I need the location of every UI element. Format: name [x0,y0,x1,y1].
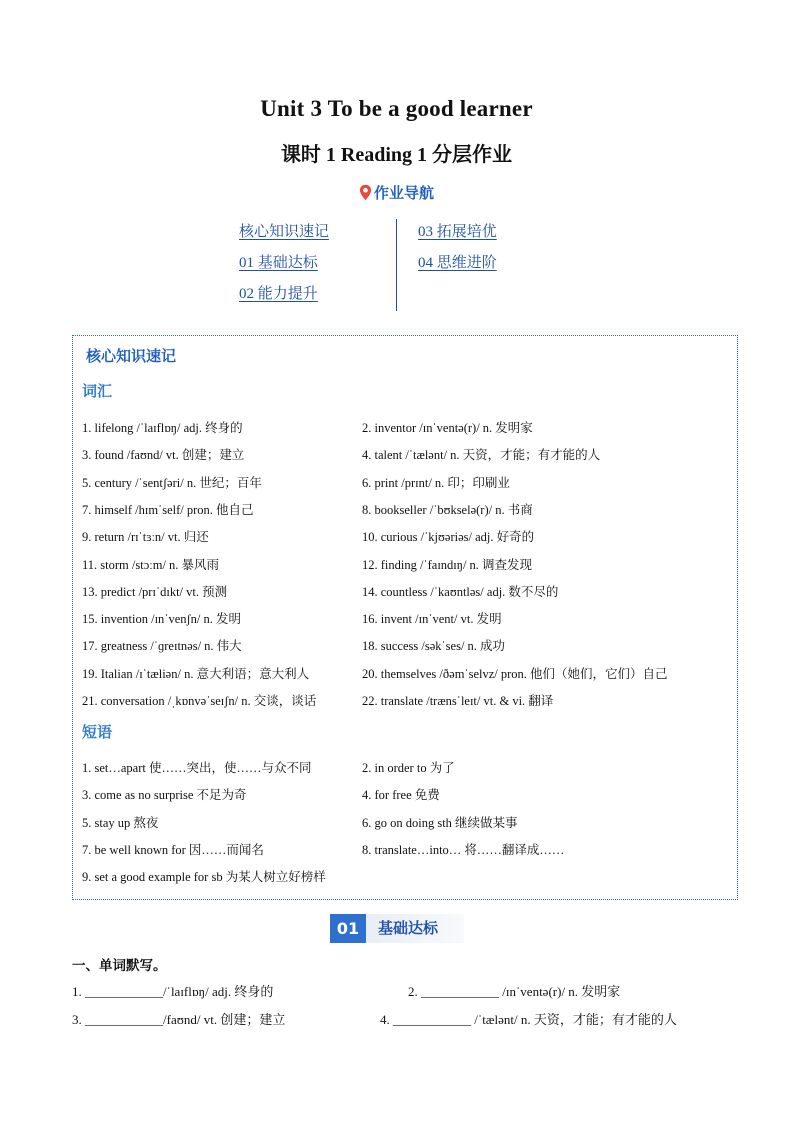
vocab-item: 2. inventor /ɪnˈventə(r)/ n. 发明家 [362,421,533,435]
phrase-item: 8. translate…into… 将……翻译成…… [362,842,565,857]
vocab-item: 14. countless /ˈkaʊntləs/ adj. 数不尽的 [362,584,559,599]
nav-title-text: 作业导航 [373,184,434,202]
vocab-item: 8. bookseller /ˈbʊkselə(r)/ n. 书商 [362,502,533,517]
vocab-item: 19. Italian /ɪˈtæliən/ n. 意大利语；意大利人 [82,666,310,681]
location-pin-icon [359,184,372,205]
vocab-item: 17. greatness /ˈɡreɪtnəs/ n. 伟大 [82,639,242,654]
phrase-item: 2. in order to 为了 [362,761,455,775]
nav-link-03[interactable]: 03 拓展培优 [418,224,497,240]
nav-link-knowledge[interactable]: 核心知识速记 [239,224,330,240]
vocab-item: 9. return /rɪˈtɜːn/ vt. 归还 [82,530,209,545]
nav-divider [396,219,397,311]
page-subtitle: 课时 1 Reading 1 分层作业 [280,144,513,166]
exercise-item[interactable]: 2. ____________ /ɪnˈventə(r)/ n. 发明家 [408,984,621,999]
vocab-item: 7. himself /hɪmˈself/ pron. 他自己 [82,502,254,517]
vocab-item: 3. found /faʊnd/ vt. 创建；建立 [82,448,245,463]
vocab-item: 10. curious /ˈkjʊəriəs/ adj. 好奇的 [362,530,535,545]
phrase-item: 5. stay up 熬夜 [82,815,159,830]
phrase-heading: 短语 [82,723,113,741]
vocab-item: 20. themselves /ðəmˈselvz/ pron. 他们（她们，它们）自己 [362,666,668,681]
vocab-item: 15. invention /ɪnˈvenʃn/ n. 发明 [82,612,242,627]
exercise-item[interactable]: 3. ____________/faʊnd/ vt. 创建；建立 [72,1012,286,1027]
nav-link-02[interactable]: 02 能力提升 [239,286,318,302]
vocab-item: 4. talent /ˈtælənt/ n. 天资，才能；有才能的人 [362,448,601,463]
vocab-item: 22. translate /trænsˈleɪt/ vt. & vi. 翻译 [362,694,554,708]
section-01-badge [330,914,464,943]
phrase-item: 4. for free 免费 [362,788,440,803]
exercise-item[interactable]: 4. ____________ /ˈtælənt/ n. 天资，才能；有才能的人 [380,1012,677,1027]
vocab-item: 21. conversation /ˌkɒnvəˈseɪʃn/ n. 交谈，谈话 [82,694,317,708]
exercise-heading: 一、单词默写。 [72,958,167,974]
page-title: Unit 3 To be a good learner [260,96,533,121]
exercise-item[interactable]: 1. ____________/ˈlaɪflɒŋ/ adj. 终身的 [72,984,274,999]
nav-title [0,182,793,205]
vocab-item: 12. finding /ˈfaɪndɪŋ/ n. 调查发现 [362,557,533,572]
phrase-item: 6. go on doing sth 继续做某事 [362,815,518,830]
vocab-item: 6. print /prɪnt/ n. 印；印刷业 [362,475,510,490]
vocab-item: 13. predict /prɪˈdɪkt/ vt. 预测 [82,584,228,599]
nav-link-04[interactable]: 04 思维进阶 [418,255,497,271]
knowledge-box-title: 核心知识速记 [86,347,177,365]
vocab-item: 16. invent /ɪnˈvent/ vt. 发明 [362,612,502,627]
phrase-item: 7. be well known for 因……而闻名 [82,842,264,857]
vocab-item: 11. storm /stɔːm/ n. 暴风雨 [82,557,220,572]
section-number: 01 [330,914,366,943]
vocab-item: 1. lifelong /ˈlaɪflɒŋ/ adj. 终身的 [82,421,243,435]
vocab-item: 5. century /ˈsentʃəri/ n. 世纪；百年 [82,475,262,490]
vocab-item: 18. success /səkˈses/ n. 成功 [362,639,506,654]
phrase-item: 9. set a good example for sb 为某人树立好榜样 [82,870,326,885]
section-label: 基础达标 [366,914,464,943]
phrase-item: 1. set…apart 使……突出，使……与众不同 [82,761,312,775]
nav-link-01[interactable]: 01 基础达标 [239,255,318,271]
vocab-heading: 词汇 [82,382,113,400]
phrase-item: 3. come as no surprise 不足为奇 [82,788,247,803]
